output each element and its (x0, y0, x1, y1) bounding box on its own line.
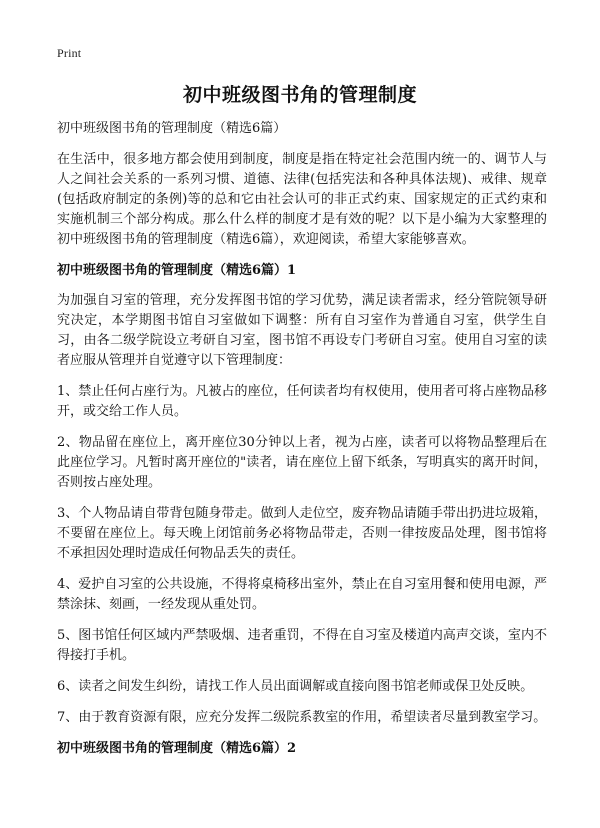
rule-item-7: 7、由于教育资源有限，应充分发挥二级院系教室的作用，希望读者尽量到教室学习。 (57, 710, 547, 725)
section-heading-1: 初中班级图书角的管理制度（精选6篇）1 (57, 263, 297, 278)
rule-item-2: 2、物品留在座位上，离开座位30分钟以上者，视为占座，读者可以将物品整理后在此座位学习。凡暂时离开座位的"读者，请在座位上留下纸条，写明真实的离开时间，否则按占座处理。 (57, 435, 547, 490)
rule-item-6: 6、读者之间发生纠纷，请找工作人员出面调解或直接向图书馆老师或保卫处反映。 (57, 679, 534, 694)
page-title: 初中班级图书角的管理制度 (182, 84, 417, 106)
rule-item-3: 3、个人物品请自带背包随身带走。做到人走位空，废弃物品请随手带出扔进垃圾箱，不要留在座位上。每天晚上闭馆前务必将物品带走，否则一律按废品处理，图书馆将不承担因处理时造成任何物品丢失的责任。 (57, 506, 547, 561)
rule-item-1: 1、禁止任何占座行为。凡被占的座位，任何读者均有权使用，使用者可将占座物品移开，或交给工作人员。 (57, 384, 547, 419)
rule-item-5: 5、图书馆任何区域内严禁吸烟、违者重罚，不得在自习室及楼道内高声交谈，室内不得接打手机。 (57, 628, 547, 663)
document-subtitle: 初中班级图书角的管理制度（精选6篇） (57, 121, 287, 136)
print-link[interactable]: Print (57, 46, 82, 60)
document-body (57, 119, 547, 769)
rule-item-4: 4、爱护自习室的公共设施，不得将桌椅移出室外，禁止在自习室用餐和使用电源，严禁涂抹、刻画，一经发现从重处罚。 (57, 577, 547, 612)
section-heading-2: 初中班级图书角的管理制度（精选6篇）2 (57, 741, 297, 756)
section1-paragraph: 为加强自习室的管理，充分发挥图书馆的学习优势，满足读者需求，经分管院领导研究决定，本学期图书馆自习室做如下调整：所有自习室作为普通自习室，供学生自习，由各二级学院设立考研自习室，图书馆不再设专门考研自习室。使用自习室的读者应服从管理并自觉遵守以下管理制度： (57, 293, 547, 368)
intro-paragraph: 在生活中，很多地方都会使用到制度，制度是指在特定社会范围内统一的、调节人与人之间社会关系的一系列习惯、道德、法律(包括宪法和各种具体法规)、戒律、规章(包括政府制定的条例)等的总和它由社会认可的非正式约束、国家规定的正式约束和实施机制三个部分构成。那么什么样的制度才是有效的呢？以下是小编为大家整理的初中班级图书角的管理制度（精选6篇），欢迎阅读，希望大家能够喜欢。 (57, 152, 547, 247)
